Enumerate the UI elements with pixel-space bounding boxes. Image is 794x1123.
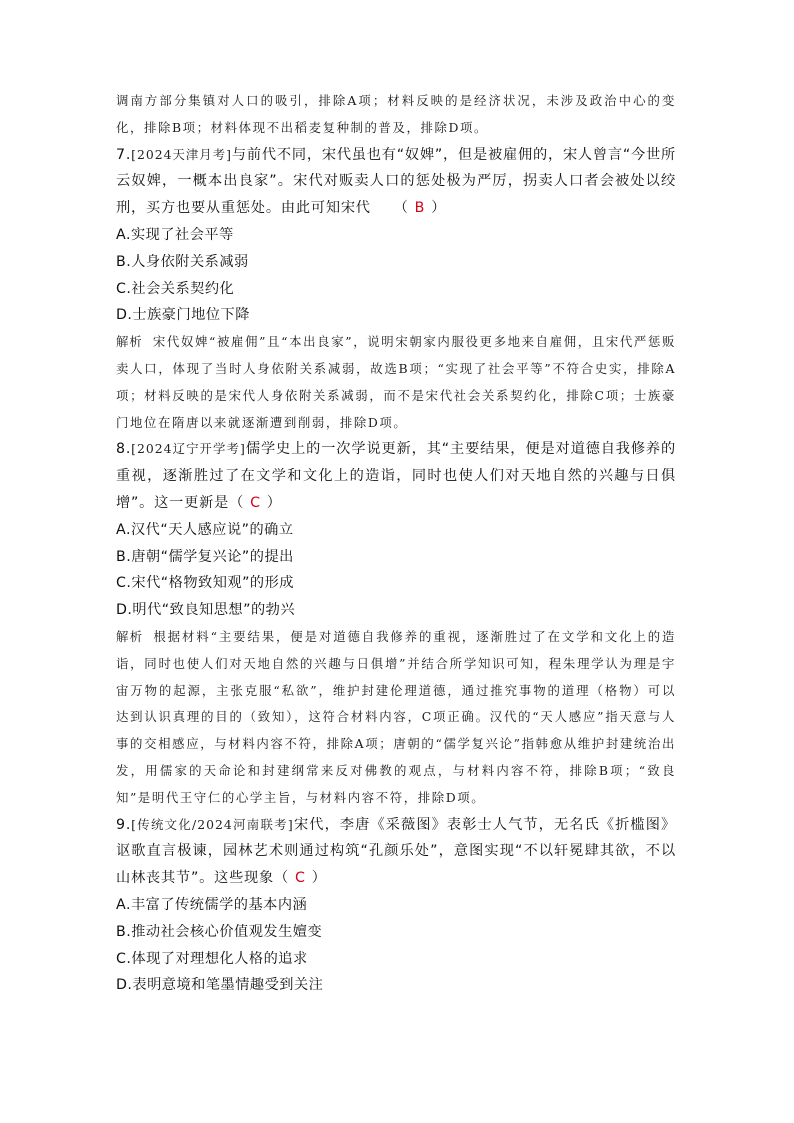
analysis-text: 根据材料“主要结果，便是对道德自我修养的重视，逐渐胜过了在文学和文化上的造诣，同时也使人们对天地自然的兴趣与日俱增”并结合所学知识可知，程朱理学认为理是宇宙万物的起源，主张克服“私欲”，维护封建伦理道德，通过推究事物的道理（格物）可以达到认识真理的目的（致知），这符合材料内容，C项正确。汉代的“天人感应”指天意与人事的交相感应，与材料内容不符，排除A项；唐朝的“儒学复兴论”指韩愈从维护封建统治出发，用儒家的天命论和封建纲常来反对佛教的观点，与材料内容不符，排除B项；“致良知”是明代王守仁的心学主旨，与材料内容不符，排除D项。 bbox=[116, 628, 677, 805]
answer-letter: B bbox=[414, 200, 426, 217]
option-d: D.明代“致良知思想”的勃兴 bbox=[116, 602, 296, 619]
question-source: [传统文化/2024河南联考] bbox=[131, 816, 294, 832]
answer-letter: C bbox=[250, 494, 261, 511]
analysis-label: 解析 bbox=[116, 628, 144, 644]
question-text: 儒学史上的一次学说更新，其“主要结果，便是对道德自我修养的重视，逐渐胜过了在文学和文化上的造诣，同时也使人们对天地自然的兴趣与日俱增”。这一更新是（ bbox=[116, 441, 676, 511]
option-c: C.体现了对理想化人格的追求 bbox=[116, 950, 308, 967]
option-b: B.推动社会核心价值观发生嬗变 bbox=[116, 923, 323, 940]
answer-letter: C bbox=[295, 870, 306, 887]
top-analysis-continuation: 调南方部分集镇对人口的吸引，排除A项；材料反映的是经济状况，未涉及政治中心的变化，排除B项；材料体现不出稻麦复种制的普及，排除D项。 bbox=[116, 93, 676, 135]
question-9 bbox=[116, 812, 676, 1000]
question-7 bbox=[116, 142, 676, 437]
answer-paren-close: ） bbox=[266, 494, 282, 511]
answer-paren-close: ） bbox=[311, 870, 327, 887]
option-a: A.实现了社会平等 bbox=[116, 226, 234, 243]
option-a: A.丰富了传统儒学的基本内涵 bbox=[116, 896, 308, 913]
analysis-label: 解析 bbox=[116, 334, 143, 350]
option-d: D.表明意境和笔墨情趣受到关注 bbox=[116, 977, 324, 994]
question-number: 8. bbox=[116, 441, 132, 458]
answer-paren-close: ） bbox=[431, 200, 447, 217]
option-a: A.汉代“天人感应说”的确立 bbox=[116, 521, 294, 538]
question-stem bbox=[116, 812, 676, 892]
question-number: 9. bbox=[116, 816, 132, 833]
document-page bbox=[116, 88, 676, 999]
analysis-text: 宋代奴婢“被雇佣”且“本出良家”，说明宋朝家内服役更多地来自雇佣，且宋代严惩贩卖人口，体现了当时人身依附关系减弱，故选B项；“实现了社会平等”不符合史实，排除A项；材料反映的是宋代人身依附关系减弱，而不是宋代社会关系契约化，排除C项；士族豪门地位在隋唐以来就逐渐遭到削弱，排除D项。 bbox=[116, 334, 676, 430]
question-text: 宋代，李唐《采薇图》表彰士人气节，无名氏《折槛图》讴歌直言极谏，园林艺术则通过构筑“孔颜乐处”，意图实现“不以轩冕肆其欲，不以山林丧其节”。这些现象（ bbox=[116, 816, 676, 887]
question-source: [2024辽宁开学考] bbox=[131, 441, 246, 457]
option-d: D.士族豪门地位下降 bbox=[116, 307, 250, 324]
analysis bbox=[116, 329, 676, 436]
question-8 bbox=[116, 436, 676, 811]
option-b: B.人身依附关系减弱 bbox=[116, 253, 249, 270]
option-c: C.宋代“格物致知观”的形成 bbox=[116, 575, 294, 592]
question-number: 7. bbox=[116, 146, 132, 163]
question-stem bbox=[116, 142, 676, 222]
analysis bbox=[116, 624, 676, 812]
question-source: [2024天津月考] bbox=[131, 146, 232, 162]
question-stem bbox=[116, 436, 676, 516]
option-c: C.社会关系契约化 bbox=[116, 280, 235, 297]
question-text: 与前代不同，宋代虽也有“奴婢”，但是被雇佣的，宋人曾言“今世所云奴婢，一概本出良家”。宋代对贩卖人口的惩处极为严厉，拐卖人口者会被处以绞刑，买方也要从重惩处。由此可知宋代 （ bbox=[116, 146, 677, 217]
option-b: B.唐朝“儒学复兴论”的提出 bbox=[116, 548, 294, 565]
